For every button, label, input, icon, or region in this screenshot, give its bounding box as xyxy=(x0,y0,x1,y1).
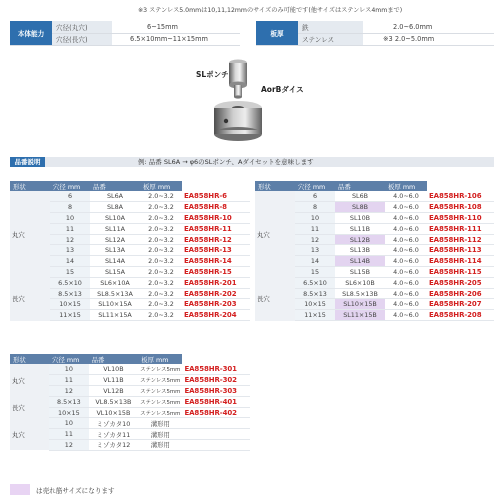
col-thickness: 板厚 mm xyxy=(138,354,182,364)
col-shape: 形状 xyxy=(255,181,295,191)
hole-cell: 13 xyxy=(50,245,90,256)
ea-code-cell: EA858HR-301 xyxy=(182,364,250,375)
thickness-cell: ステンレス5mm xyxy=(138,396,182,407)
hole-cell: 10×15 xyxy=(295,299,335,310)
stainless-note: ※3 ステンレス5.0mmは10,11,12mmのサイズのみ可能です(他サイズはステンレス4mmまで) xyxy=(138,7,403,14)
thickness-cell: 2.0~3.2 xyxy=(140,234,182,245)
thickness-cell: 4.0~6.0 xyxy=(385,267,427,278)
part-cell: SL8B xyxy=(335,202,385,213)
hole-cell: 6.5×10 xyxy=(50,277,90,288)
hole-cell: 10 xyxy=(295,213,335,224)
shape-cell: 丸穴 xyxy=(10,364,49,396)
item-desc-header: 品番説明 xyxy=(10,157,45,167)
ea-code-cell xyxy=(182,418,250,429)
part-cell: SL15A xyxy=(90,267,140,278)
col-hole: 穴径 mm xyxy=(50,181,90,191)
ea-code-cell xyxy=(182,429,250,440)
thickness-cell: 4.0~6.0 xyxy=(385,223,427,234)
thickness-cell: 2.0~3.2 xyxy=(140,213,182,224)
part-cell: SL8A xyxy=(90,202,140,213)
ea-code-cell: EA858HR-13 xyxy=(182,245,250,256)
col-shape: 形状 xyxy=(10,181,50,191)
part-cell: SL12B xyxy=(335,234,385,245)
thickness-cell: 4.0~6.0 xyxy=(385,202,427,213)
part-cell: VL12B xyxy=(89,386,139,397)
hole-cell: 8 xyxy=(50,202,90,213)
part-cell: SL14B xyxy=(335,256,385,267)
capacity-value-round: 6~15mm xyxy=(112,21,240,33)
item-desc-example: 例: 品番 SL6A → φ6のSLポンチ、Aダイセットを意味します xyxy=(138,158,314,166)
part-cell: SL14A xyxy=(90,256,140,267)
ea-code-cell: EA858HR-205 xyxy=(427,277,494,288)
vl-series-table xyxy=(10,354,250,451)
ea-code-cell: EA858HR-15 xyxy=(182,267,250,278)
hole-cell: 12 xyxy=(50,234,90,245)
series-b-table xyxy=(255,181,494,321)
hole-cell: 11×15 xyxy=(295,310,335,321)
table-row xyxy=(10,191,250,202)
col-ea xyxy=(427,181,494,191)
part-cell: ミゾカタ11 xyxy=(89,429,139,440)
table-row xyxy=(255,277,494,288)
part-cell: SL11×15B xyxy=(335,310,385,321)
part-cell: SL6×10B xyxy=(335,277,385,288)
table-row xyxy=(10,396,250,407)
thickness-value-iron: 2.0~6.0mm xyxy=(363,21,494,33)
part-cell: VL8.5×13B xyxy=(89,396,139,407)
thickness-cell: 2.0~3.2 xyxy=(140,223,182,234)
punch-callout: SLポンチ xyxy=(196,70,229,79)
thickness-cell: ステンレス5mm xyxy=(138,364,182,375)
part-cell: SL15B xyxy=(335,267,385,278)
table-row xyxy=(10,277,250,288)
thickness-cell: 4.0~6.0 xyxy=(385,213,427,224)
col-ea xyxy=(182,354,250,364)
part-cell: SL13B xyxy=(335,245,385,256)
hole-cell: 11 xyxy=(295,223,335,234)
thickness-cell: 4.0~6.0 xyxy=(385,191,427,202)
part-cell: SL11A xyxy=(90,223,140,234)
shape-cell: 長穴 xyxy=(255,277,295,320)
col-shape: 形状 xyxy=(10,354,49,364)
part-cell: SL13A xyxy=(90,245,140,256)
shape-cell: 長穴 xyxy=(10,277,50,320)
thickness-cell: 2.0~3.2 xyxy=(140,310,182,321)
thickness-cell: 2.0~3.2 xyxy=(140,245,182,256)
highlight-swatch xyxy=(10,484,30,495)
hole-cell: 6 xyxy=(50,191,90,202)
part-cell: ミゾカタ12 xyxy=(89,440,139,451)
series-a-table xyxy=(10,181,250,321)
col-part: 品番 xyxy=(89,354,139,364)
hole-cell: 13 xyxy=(295,245,335,256)
ea-code-cell: EA858HR-106 xyxy=(427,191,494,202)
hole-cell: 10 xyxy=(49,364,89,375)
part-cell: SL11×15A xyxy=(90,310,140,321)
hole-cell: 10×15 xyxy=(49,407,89,418)
part-cell: SL11B xyxy=(335,223,385,234)
part-cell: SL12A xyxy=(90,234,140,245)
capacity-label-round: 穴径(丸穴) xyxy=(52,21,112,33)
ea-code-cell: EA858HR-208 xyxy=(427,310,494,321)
ea-code-cell: EA858HR-14 xyxy=(182,256,250,267)
thickness-cell: 2.0~3.2 xyxy=(140,299,182,310)
shape-cell: 丸穴 xyxy=(255,191,295,277)
ea-code-cell: EA858HR-201 xyxy=(182,277,250,288)
ea-code-cell: EA858HR-206 xyxy=(427,288,494,299)
hole-cell: 6.5×10 xyxy=(295,277,335,288)
capacity-value-long: 6.5×10mm~11×15mm xyxy=(112,33,240,45)
shape-cell: 丸穴 xyxy=(10,418,49,450)
thickness-cell: 2.0~3.2 xyxy=(140,277,182,288)
hole-cell: 11 xyxy=(49,429,89,440)
hole-cell: 11 xyxy=(49,375,89,386)
ea-code-cell: EA858HR-12 xyxy=(182,234,250,245)
thickness-cell: 4.0~6.0 xyxy=(385,256,427,267)
thickness-cell: 4.0~6.0 xyxy=(385,299,427,310)
ea-code-cell: EA858HR-10 xyxy=(182,213,250,224)
hole-cell: 6 xyxy=(295,191,335,202)
thickness-table xyxy=(256,21,494,46)
thickness-header: 板厚 xyxy=(256,21,298,45)
hole-cell: 12 xyxy=(295,234,335,245)
legend-text: は売れ筋サイズになります xyxy=(36,487,115,495)
thickness-cell: ステンレス5mm xyxy=(138,407,182,418)
thickness-cell: 4.0~6.0 xyxy=(385,288,427,299)
ea-code-cell: EA858HR-114 xyxy=(427,256,494,267)
hole-cell: 8.5×13 xyxy=(295,288,335,299)
hole-cell: 8 xyxy=(295,202,335,213)
ea-code-cell: EA858HR-113 xyxy=(427,245,494,256)
thickness-label-iron: 鉄 xyxy=(298,21,363,33)
ea-code-cell: EA858HR-303 xyxy=(182,386,250,397)
die-callout: AorBダイス xyxy=(261,85,304,94)
ea-code-cell xyxy=(182,440,250,451)
ea-code-cell: EA858HR-111 xyxy=(427,223,494,234)
table-row xyxy=(10,418,250,429)
thickness-value-stainless: ※3 2.0~5.0mm xyxy=(363,33,494,45)
ea-code-cell: EA858HR-110 xyxy=(427,213,494,224)
thickness-label-stainless: ステンレス xyxy=(298,33,363,45)
thickness-cell: 4.0~6.0 xyxy=(385,310,427,321)
part-cell: ミゾカタ10 xyxy=(89,418,139,429)
ea-code-cell: EA858HR-11 xyxy=(182,223,250,234)
thickness-cell: 4.0~6.0 xyxy=(385,245,427,256)
col-part: 品番 xyxy=(335,181,385,191)
ea-code-cell: EA858HR-204 xyxy=(182,310,250,321)
ea-code-cell: EA858HR-6 xyxy=(182,191,250,202)
shape-cell: 長穴 xyxy=(10,396,49,418)
hole-cell: 15 xyxy=(50,267,90,278)
thickness-cell: 2.0~3.2 xyxy=(140,202,182,213)
part-cell: SL6×10A xyxy=(90,277,140,288)
part-cell: SL10×15A xyxy=(90,299,140,310)
ea-code-cell: EA858HR-115 xyxy=(427,267,494,278)
thickness-cell: 2.0~3.2 xyxy=(140,288,182,299)
thickness-cell: 4.0~6.0 xyxy=(385,277,427,288)
thickness-cell: 2.0~3.2 xyxy=(140,256,182,267)
col-hole: 穴径 mm xyxy=(295,181,335,191)
col-thickness: 板厚 mm xyxy=(140,181,182,191)
part-cell: SL8.5×13A xyxy=(90,288,140,299)
part-cell: SL10×15B xyxy=(335,299,385,310)
thickness-cell: 2.0~3.2 xyxy=(140,191,182,202)
ea-code-cell: EA858HR-203 xyxy=(182,299,250,310)
hole-cell: 12 xyxy=(49,386,89,397)
hole-cell: 11 xyxy=(50,223,90,234)
ea-code-cell: EA858HR-402 xyxy=(182,407,250,418)
table-row xyxy=(255,191,494,202)
thickness-cell: ステンレス5mm xyxy=(138,386,182,397)
table-row xyxy=(10,364,250,375)
ea-code-cell: EA858HR-8 xyxy=(182,202,250,213)
part-cell: SL6B xyxy=(335,191,385,202)
capacity-label-long: 穴径(長穴) xyxy=(52,33,112,45)
part-cell: SL10A xyxy=(90,213,140,224)
ea-code-cell: EA858HR-108 xyxy=(427,202,494,213)
col-thickness: 板厚 mm xyxy=(385,181,427,191)
thickness-cell: 溝形用 xyxy=(138,418,182,429)
thickness-cell: 2.0~3.2 xyxy=(140,267,182,278)
hole-cell: 14 xyxy=(50,256,90,267)
hole-cell: 15 xyxy=(295,267,335,278)
part-cell: VL10B xyxy=(89,364,139,375)
thickness-cell: ステンレス5mm xyxy=(138,375,182,386)
ea-code-cell: EA858HR-202 xyxy=(182,288,250,299)
ea-code-cell: EA858HR-112 xyxy=(427,234,494,245)
part-cell: VL11B xyxy=(89,375,139,386)
part-cell: SL6A xyxy=(90,191,140,202)
hole-cell: 12 xyxy=(49,440,89,451)
part-cell: VL10×15B xyxy=(89,407,139,418)
thickness-cell: 4.0~6.0 xyxy=(385,234,427,245)
capacity-header: 本体能力 xyxy=(10,21,52,45)
thickness-cell: 溝形用 xyxy=(138,429,182,440)
hole-cell: 10 xyxy=(49,418,89,429)
part-cell: SL10B xyxy=(335,213,385,224)
hole-cell: 10 xyxy=(50,213,90,224)
die-icon xyxy=(214,101,262,141)
part-cell: SL8.5×13B xyxy=(335,288,385,299)
thickness-cell: 溝形用 xyxy=(138,440,182,451)
col-hole: 穴径 mm xyxy=(49,354,89,364)
ea-code-cell: EA858HR-302 xyxy=(182,375,250,386)
ea-code-cell: EA858HR-401 xyxy=(182,396,250,407)
ea-code-cell: EA858HR-207 xyxy=(427,299,494,310)
hole-cell: 8.5×13 xyxy=(50,288,90,299)
hole-cell: 14 xyxy=(295,256,335,267)
hole-cell: 8.5×13 xyxy=(49,396,89,407)
hole-cell: 11×15 xyxy=(50,310,90,321)
capacity-table xyxy=(10,21,240,46)
col-ea xyxy=(182,181,250,191)
punch-icon xyxy=(229,60,247,99)
shape-cell: 丸穴 xyxy=(10,191,50,277)
hole-cell: 10×15 xyxy=(50,299,90,310)
col-part: 品番 xyxy=(90,181,140,191)
